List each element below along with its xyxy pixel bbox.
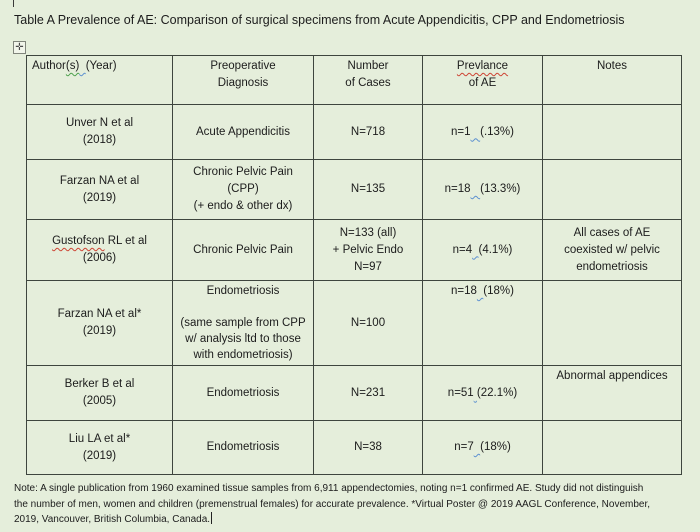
table-cell[interactable]: Unver N et al (2018) [27,105,173,160]
cell-text: n=18 [451,285,477,297]
table-cell[interactable]: Acute Appendicitis [173,105,314,160]
cell-text: (Year) [85,60,117,72]
table-cell[interactable]: N=231 [314,366,423,421]
table-row [27,105,682,160]
table-cell[interactable]: Berker B et al (2005) [27,366,173,421]
text-cursor [211,512,212,524]
table-cell[interactable]: Chronic Pelvic Pain (CPP) (+ endo & other dx) [173,160,314,220]
cell-text: n=1 [451,125,471,138]
table-caption[interactable]: Table A Prevalence of AE: Comparison of surgical specimens from Acute Appendicitis, CPP and Endometriosis [14,13,625,27]
cell-text: n=7 [454,441,474,453]
table-row [27,160,682,220]
cell-text: (18%) [483,285,514,297]
table-cell[interactable] [543,421,682,475]
table-cell[interactable]: N=133 (all) + Pelvic Endo N=97 [314,220,423,281]
table-cell[interactable]: Farzan NA et al (2019) [27,160,173,220]
table-cell[interactable]: Abnormal appendices [543,366,682,421]
table-cell[interactable] [543,105,682,160]
footnote-text[interactable]: Note: A single publication from 1960 examined tissue samples from 6,911 appendectomies, noting n=1 confirmed AE. Study did not distinguish the number of men, women and children (premenstrual females) for accurate prevalence. *Virtual Poster @ 2019 AAGL Conference, November, 2019, Vancouver, British Columbia, Canada. [14,483,651,525]
cell-text: n=51 [447,386,474,399]
header-cell[interactable]: Prevlance of AE [423,56,543,105]
table-cell[interactable]: Endometriosis (same sample from CPP w/ analysis ltd to those with endometriosis) [173,281,314,366]
table-row [27,281,682,366]
table-cell[interactable]: N=38 [314,421,423,475]
cell-text: (4.1%) [478,243,513,256]
cell-text: (22.1%) [476,386,518,399]
table-row [27,366,682,421]
table-cell[interactable]: Endometriosis [173,421,314,475]
cell-text: Author [32,60,66,72]
table-cell[interactable]: Chronic Pelvic Pain [173,220,314,281]
table-cell[interactable] [423,160,543,220]
table-row [27,220,682,281]
table-cell[interactable]: Gustofson RL et al (2006) [27,220,173,281]
table-cell[interactable] [423,220,543,281]
table-cell[interactable] [423,366,543,421]
header-cell[interactable]: Number of Cases [314,56,423,105]
green-squiggle: (s) [65,60,80,72]
table-cell[interactable]: N=100 [314,281,423,366]
table-cell[interactable]: N=718 [314,105,423,160]
cell-text: RL et al [104,235,147,247]
text-cursor-top [13,0,14,7]
header-cell[interactable] [27,56,173,105]
cell-text: (18%) [480,441,511,453]
table-cell[interactable]: Liu LA et al* (2019) [27,421,173,475]
header-row [27,56,682,105]
table-cell[interactable]: N=135 [314,160,423,220]
red-squiggle: Prevlance [456,60,509,72]
cell-text: (.13%) [480,125,514,138]
table-cell[interactable]: Farzan NA et al* (2019) [27,281,173,366]
table-cell[interactable]: Endometriosis [173,366,314,421]
prevalence-table [26,55,682,475]
blue-squiggle [471,126,481,138]
table-cell[interactable] [543,160,682,220]
blue-squiggle [471,183,481,195]
table-move-handle-icon[interactable]: ✛ [13,41,26,54]
table-row [27,421,682,475]
table-cell[interactable] [423,281,543,366]
table-cell[interactable] [423,421,543,475]
table-cell[interactable] [543,281,682,366]
red-squiggle: Gustofson [52,235,105,247]
header-cell[interactable]: Notes [543,56,682,105]
header-cell[interactable]: Preoperative Diagnosis [173,56,314,105]
table-cell[interactable] [423,105,543,160]
table-cell[interactable]: All cases of AE coexisted w/ pelvic endometriosis [543,220,682,281]
cell-text: n=18 [444,183,471,195]
cell-text: n=4 [452,243,473,256]
cell-text: (13.3%) [480,183,521,195]
